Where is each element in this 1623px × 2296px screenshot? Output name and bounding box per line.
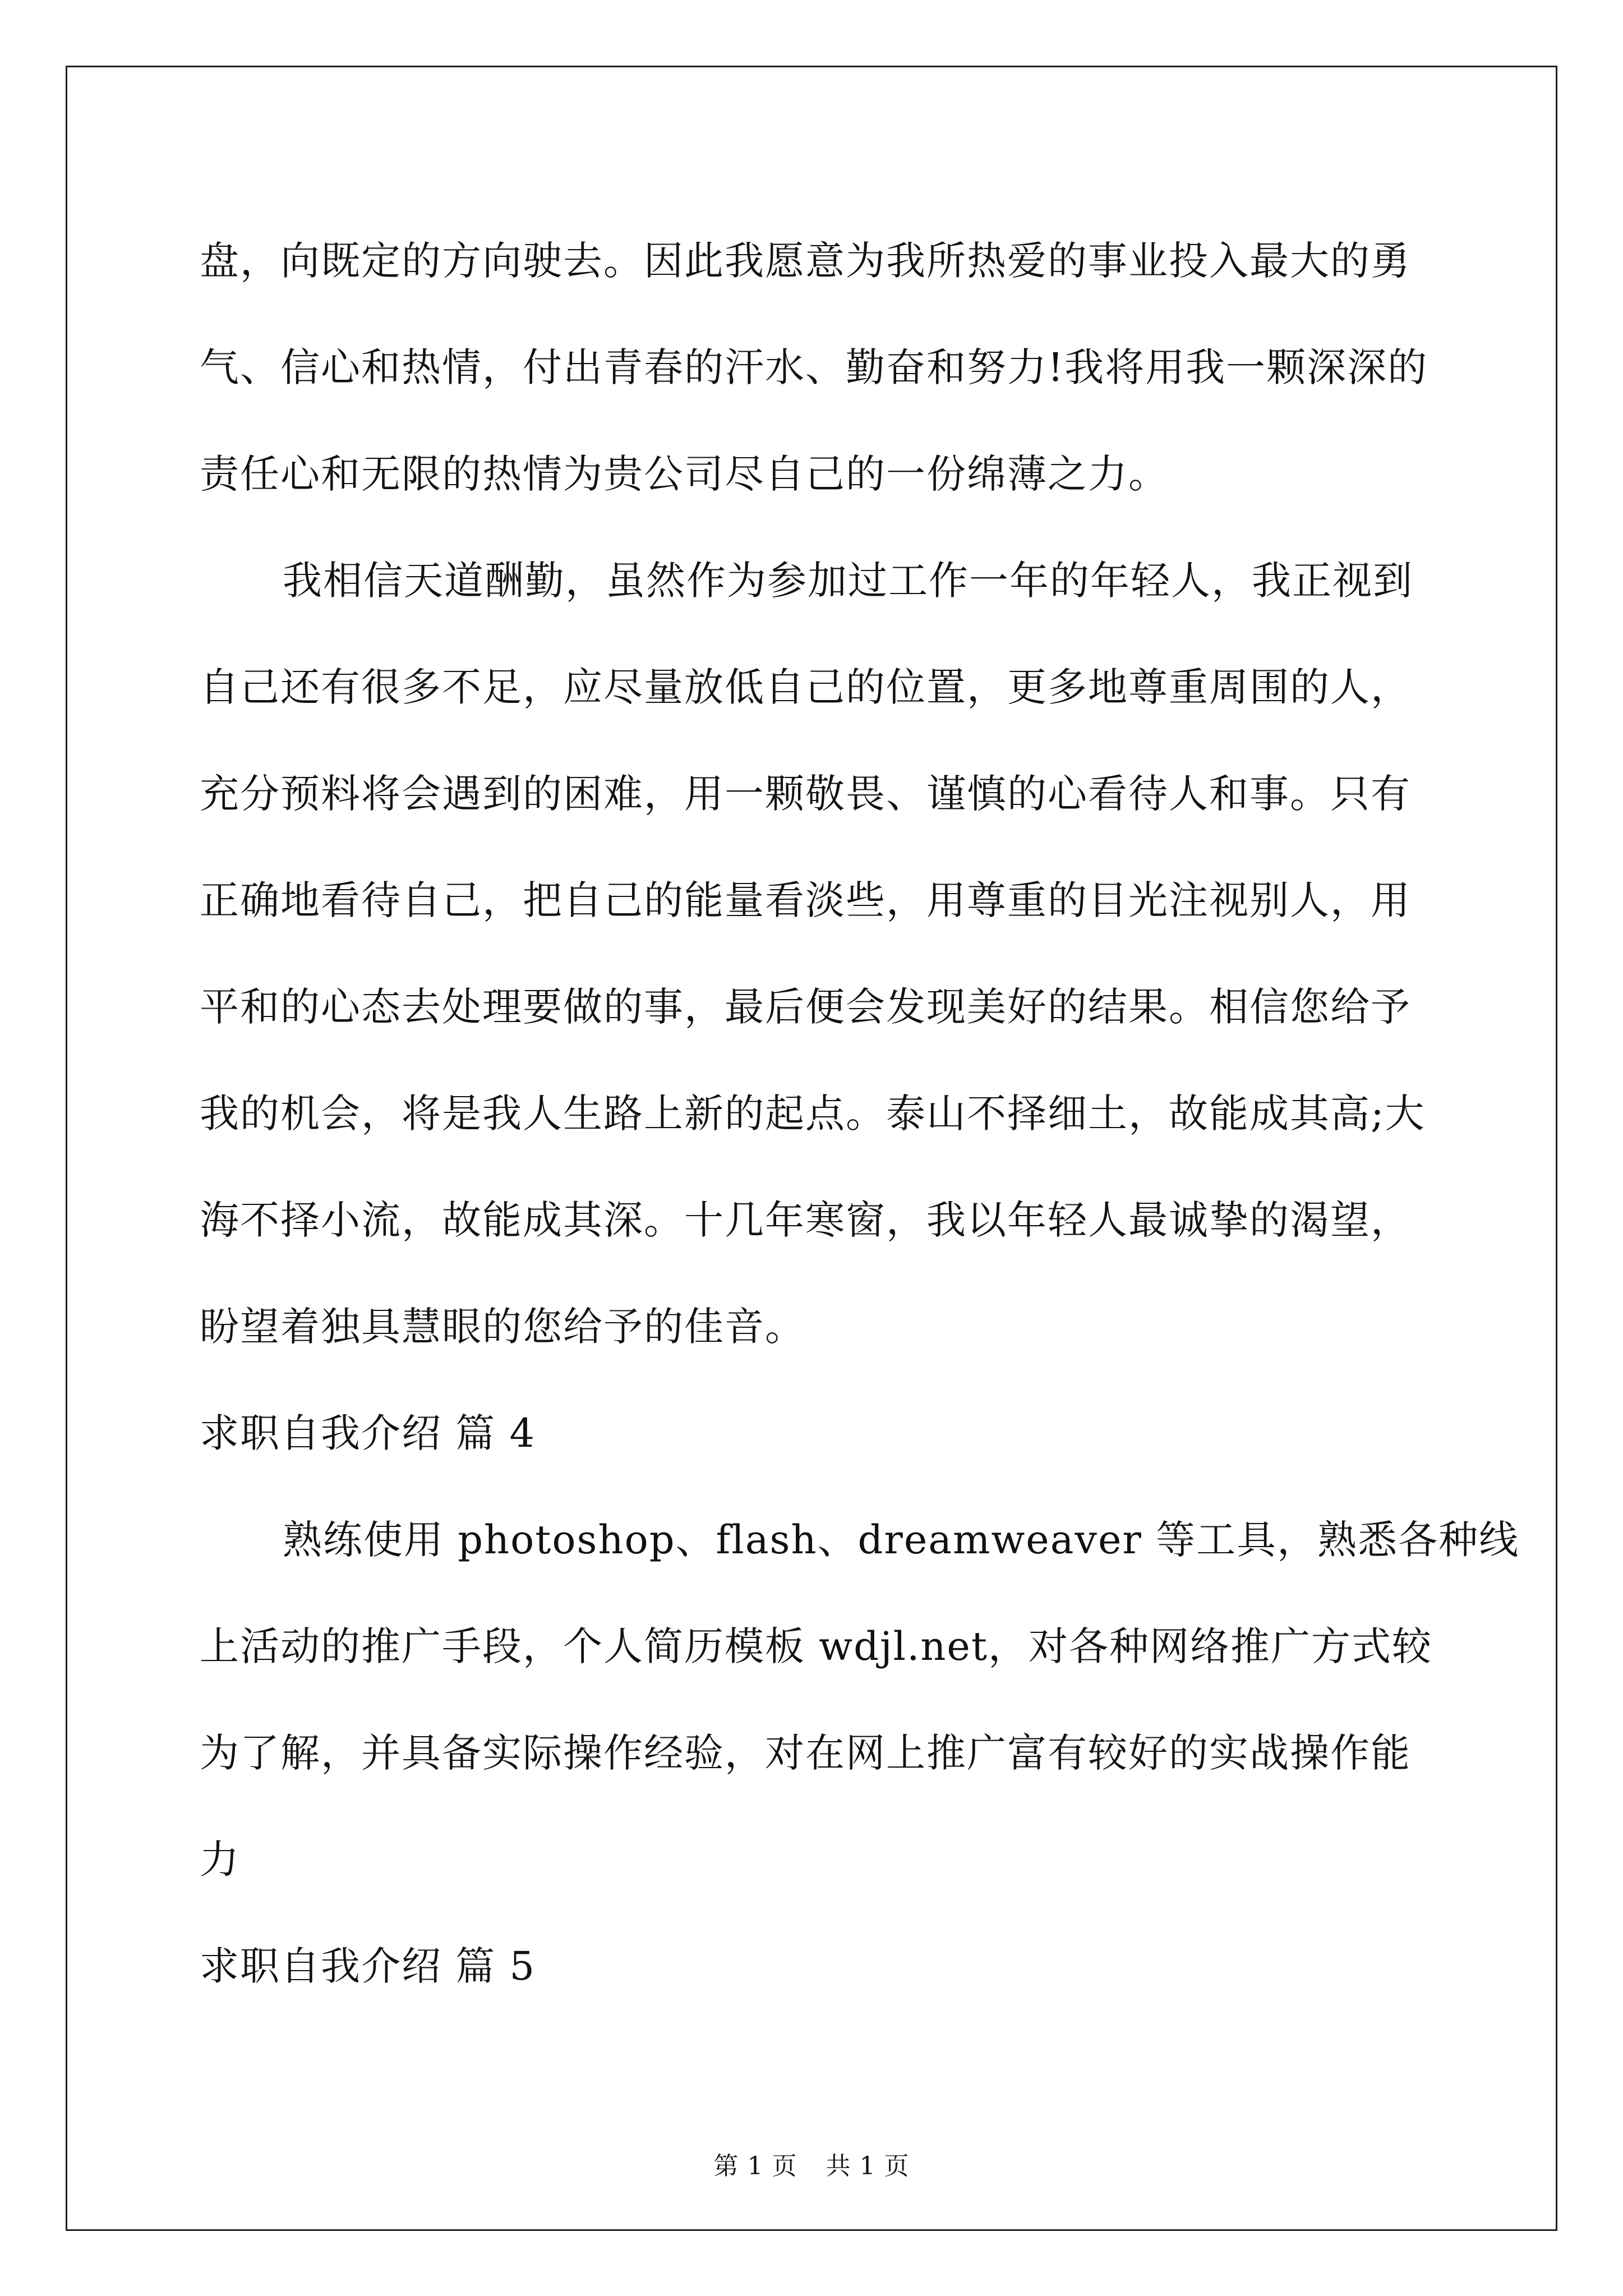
text-line: 力 bbox=[200, 1837, 240, 1883]
paragraph-1 bbox=[200, 208, 1428, 527]
page-footer bbox=[0, 2146, 1623, 2182]
text-line: 自己还有很多不足，应尽量放低自己的位置，更多地尊重周围的人， bbox=[200, 664, 1411, 710]
page-total: 共 1 页 bbox=[826, 2152, 910, 2180]
text-line: 上活动的推广手段，个人简历模板 wdjl.net，对各种网络推广方式较 bbox=[200, 1623, 1432, 1669]
document-body bbox=[200, 208, 1520, 2019]
text-line: 盼望着独具慧眼的您给予的佳音。 bbox=[200, 1304, 805, 1350]
text-line: 我的机会，将是我人生路上新的起点。泰山不择细土，故能成其高;大 bbox=[200, 1091, 1426, 1137]
text-line: 充分预料将会遇到的困难，用一颗敬畏、谨慎的心看待人和事。只有 bbox=[200, 771, 1411, 817]
paragraph-2 bbox=[200, 527, 1428, 1380]
text-line: 平和的心态去处理要做的事，最后便会发现美好的结果。相信您给予 bbox=[200, 984, 1411, 1030]
text-line: 我相信天道酬勤，虽然作为参加过工作一年的年轻人，我正视到 bbox=[283, 558, 1413, 604]
text-line: 气、信心和热情，付出青春的汗水、勤奋和努力!我将用我一颗深深的 bbox=[200, 344, 1428, 390]
text-line: 盘，向既定的方向驶去。因此我愿意为我所热爱的事业投入最大的勇 bbox=[200, 238, 1411, 284]
paragraph-3 bbox=[200, 1487, 1520, 1913]
text-line: 熟练使用 photoshop、flash、dreamweaver 等工具，熟悉各种线 bbox=[283, 1517, 1520, 1563]
text-line: 海不择小流，故能成其深。十几年寒窗，我以年轻人最诚挚的渴望， bbox=[200, 1197, 1411, 1243]
text-line: 正确地看待自己，把自己的能量看淡些，用尊重的目光注视别人，用 bbox=[200, 877, 1411, 923]
text-line: 为了解，并具备实际操作经验，对在网上推广富有较好的实战操作能 bbox=[200, 1730, 1411, 1776]
page-number: 第 1 页 bbox=[713, 2152, 797, 2180]
section-heading-5: 求职自我介绍 篇 5 bbox=[200, 1943, 536, 1989]
text-line: 责任心和无限的热情为贵公司尽自己的一份绵薄之力。 bbox=[200, 451, 1169, 497]
section-heading-4: 求职自我介绍 篇 4 bbox=[200, 1410, 536, 1456]
